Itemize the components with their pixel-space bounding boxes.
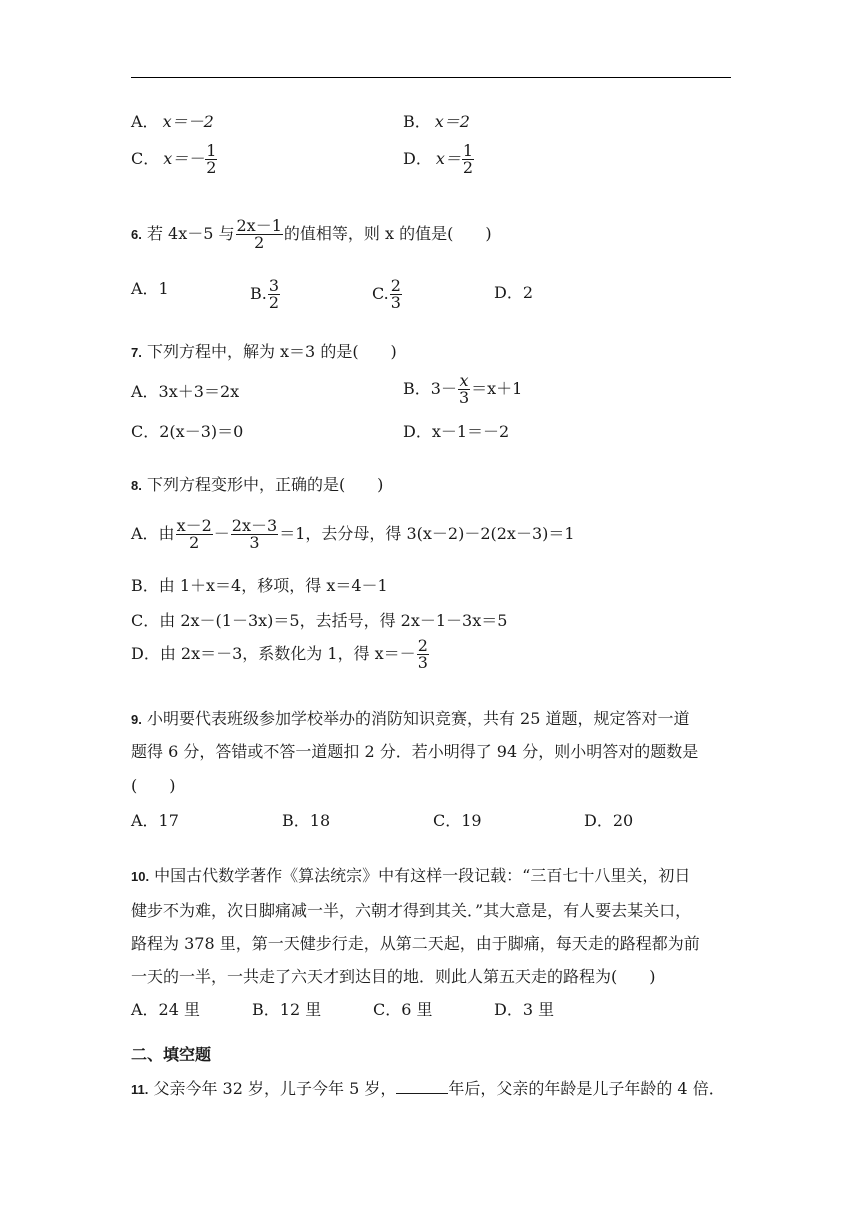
fraction: $\frac{2}{3}$ xyxy=(417,636,428,672)
q10-line-4: 一天的一半，一共走了六天才到达目的地．则此人第五天走的路程为( ) xyxy=(131,967,656,986)
q7-option-c: C．2(x－3)＝0 xyxy=(131,422,244,441)
fraction: $\frac{2x-1}{2}$ xyxy=(236,216,282,252)
q9-line-3: ( ) xyxy=(131,776,176,795)
q9-option-d: D．20 xyxy=(584,811,634,830)
q5-option-d: D． x＝ $\frac{1}{2}$ xyxy=(403,141,474,177)
q8-option-d: D．由 2x＝－3，系数化为 1，得 x＝－ $\frac{2}{3}$ xyxy=(131,636,428,672)
header-rule xyxy=(131,77,731,78)
q10-option-c: C．6 里 xyxy=(373,1000,433,1019)
fraction: $\frac{3}{2}$ xyxy=(268,276,280,312)
q10-option-a: A．24 里 xyxy=(131,1000,201,1019)
q10-option-d: D．3 里 xyxy=(494,1000,555,1019)
q5-option-b: B． x＝2 xyxy=(403,112,470,131)
fraction: $\frac{x-2}{2}$ xyxy=(176,516,212,552)
q7-stem: 7. 下列方程中，解为 x＝3 的是( ) xyxy=(131,342,397,361)
q10-line-2: 健步不为难，次日脚痛减一半，六朝才得到其关．”其大意是，有人要去某关口， xyxy=(131,901,692,920)
fraction: $\frac{x}{3}$ xyxy=(458,371,470,407)
q7-option-a: A．3x＋3＝2x xyxy=(131,382,240,401)
q6-option-d: D．2 xyxy=(494,283,534,302)
q8-stem: 8. 下列方程变形中，正确的是( ) xyxy=(131,475,384,494)
q5-option-c: C． x＝－ $\frac{1}{2}$ xyxy=(131,141,217,177)
q11-stem: 11. 父亲今年 32 岁，儿子今年 5 岁， 年后，父亲的年龄是儿子年龄的 4 倍． xyxy=(131,1079,725,1098)
q7-option-d: D．x－1＝－2 xyxy=(403,422,510,441)
answer-blank[interactable] xyxy=(396,1079,448,1094)
fraction: $\frac{1}{2}$ xyxy=(462,141,474,177)
q7-option-b: B．3－ $\frac{x}{3}$ ＝x＋1 xyxy=(403,371,523,407)
q9-option-a: A．17 xyxy=(131,811,179,830)
fraction: $\frac{2x-3}{3}$ xyxy=(231,516,278,552)
fraction: $\frac{2}{3}$ xyxy=(390,276,401,312)
q6-option-a: A．1 xyxy=(131,279,169,298)
q10-option-b: B．12 里 xyxy=(252,1000,322,1019)
q9-option-c: C．19 xyxy=(433,811,482,830)
q9-option-b: B．18 xyxy=(282,811,331,830)
q6-option-c: C. $\frac{2}{3}$ xyxy=(372,276,401,312)
q10-line-3: 路程为 378 里，第一天健步行走，从第二天起，由于脚痛，每天走的路程都为前 xyxy=(131,934,700,953)
q10-line-1: 10. 中国古代数学著作《算法统宗》中有这样一段记载：“三百七十八里关，初日 xyxy=(131,866,691,885)
q6-stem: 6. 若 4x－5 与 $\frac{2x-1}{2}$ 的值相等，则 x 的值是( ) xyxy=(131,216,492,252)
q8-option-c: C．由 2x－(1－3x)＝5，去括号，得 2x－1－3x＝5 xyxy=(131,611,508,630)
q8-option-a: A．由 $\frac{x-2}{2}$ － $\frac{2x-3}{3}$ ＝1，去分母，得 3(x－2)－2(2x－3)＝1 xyxy=(131,516,575,552)
q6-option-b: B. $\frac{3}{2}$ xyxy=(250,276,280,312)
q8-option-b: B．由 1＋x＝4，移项，得 x＝4－1 xyxy=(131,576,388,595)
fraction: $\frac{1}{2}$ xyxy=(206,141,217,177)
q9-line-2: 题得 6 分，答错或不答一道题扣 2 分．若小明得了 94 分，则小明答对的题数是 xyxy=(131,742,699,761)
q9-line-1: 9. 小明要代表班级参加学校举办的消防知识竞赛，共有 25 道题，规定答对一道 xyxy=(131,709,690,728)
q5-option-a: A． x＝－2 xyxy=(131,112,214,131)
section-heading: 二、填空题 xyxy=(131,1047,212,1064)
